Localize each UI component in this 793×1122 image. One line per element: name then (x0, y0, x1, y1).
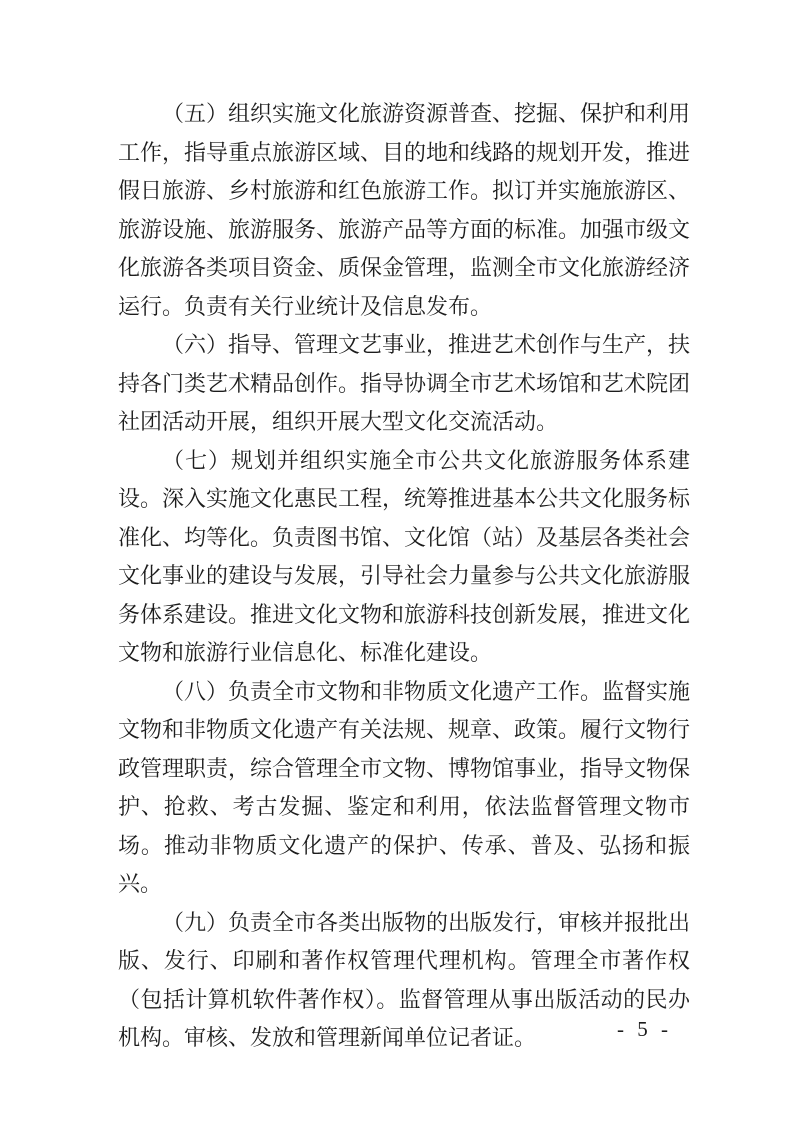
page-number: - 5 - (617, 1017, 672, 1041)
paragraph-item-9: （九）负责全市各类出版物的出版发行，审核并报批出版、发行、印刷和著作权管理代理机构。管理全市著作权（包括计算机软件著作权）。监督管理从事出版活动的民办机构。审核、发放和管理新闻单位记者证。 (118, 909, 691, 1050)
paragraph-item-6: （六）指导、管理文艺事业，推进艺术创作与生产，扶持各门类艺术精品创作。指导协调全市艺术场馆和艺术院团社团活动开展，组织开展大型文化交流活动。 (118, 332, 691, 434)
document-body (118, 95, 690, 1058)
paragraph-item-8: （八）负责全市文物和非物质文化遗产工作。监督实施文物和非物质文化遗产有关法规、规章、政策。履行文物行政管理职责，综合管理全市文物、博物馆事业，指导文物保护、抢救、考古发掘、鉴定和利用，依法监督管理文物市场。推动非物质文化遗产的保护、传承、普及、弘扬和振兴。 (118, 678, 691, 896)
paragraph-item-7: （七）规划并组织实施全市公共文化旅游服务体系建设。深入实施文化惠民工程，统筹推进基本公共文化服务标准化、均等化。负责图书馆、文化馆（站）及基层各类社会文化事业的建设与发展，引导社会力量参与公共文化旅游服务体系建设。推进文化文物和旅游科技创新发展，推进文化文物和旅游行业信息化、标准化建设。 (118, 447, 691, 665)
paragraph-item-5: （五）组织实施文化旅游资源普查、挖掘、保护和利用工作，指导重点旅游区域、目的地和线路的规划开发，推进假日旅游、乡村旅游和红色旅游工作。拟订并实施旅游区、旅游设施、旅游服务、旅游产品等方面的标准。加强市级文化旅游各类项目资金、质保金管理，监测全市文化旅游经济运行。负责有关行业统计及信息发布。 (118, 101, 691, 319)
